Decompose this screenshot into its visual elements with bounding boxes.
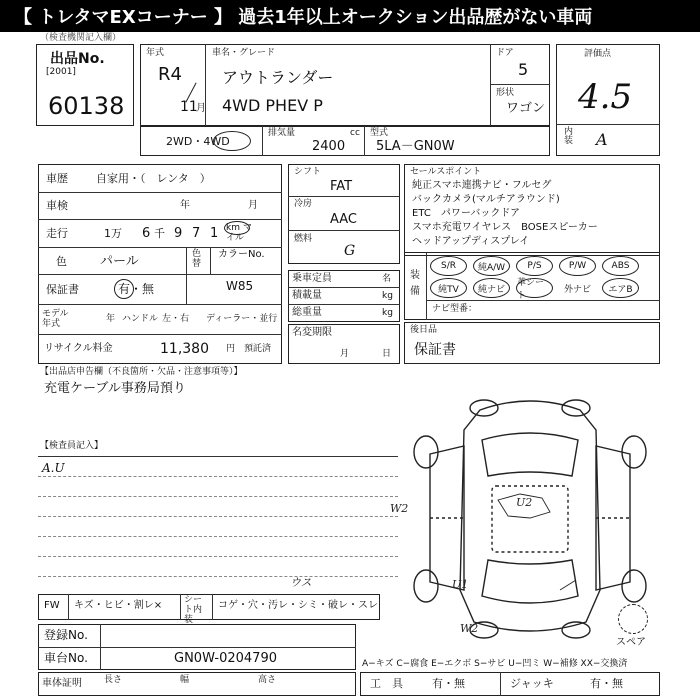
equip-ps: P/S <box>516 256 553 276</box>
mileage-digit-4: 1 <box>210 226 219 241</box>
fuel-label: 燃料 <box>294 234 313 244</box>
year-era: R4 <box>158 64 182 85</box>
equip-abs: ABS <box>602 256 639 276</box>
equip-tv: 純TV <box>430 278 467 298</box>
aircon-label: 冷房 <box>294 199 313 209</box>
history-value: 自家用・（ レンタ ） <box>96 172 211 185</box>
handle-options: 左・右 <box>162 314 190 324</box>
seat-items: コゲ・穴・汚レ・シミ・破レ・スレ <box>218 600 378 611</box>
title-change-label: 名変期限 <box>292 327 332 338</box>
dealer-label: ディーラー・並行 <box>206 314 278 324</box>
model-year-unit: 年 <box>106 314 116 324</box>
drive-options: 2WD・4WD <box>166 135 230 148</box>
year-month-unit: 月 <box>196 103 206 114</box>
cert-box <box>38 672 356 696</box>
model-label: 車名・グレード <box>212 48 276 58</box>
mileage-unit: km マイル <box>226 223 252 243</box>
fuel-value: G <box>344 243 356 259</box>
sales-point-1: 純正スマホ連携ナビ・フルセグ <box>412 180 552 191</box>
mileage-digit-1: 6 <box>142 226 151 241</box>
lot-number: 60138 <box>48 92 125 120</box>
doors-value: 5 <box>518 60 529 79</box>
spare-tire-icon <box>618 604 648 634</box>
year-month: 11 <box>180 99 198 115</box>
seller-notes-label: 【出品店申告欄（不良箇所・欠品・注意事項等）】 <box>40 367 243 377</box>
engine-value: 2400 <box>312 139 346 154</box>
shift-value: FAT <box>330 179 353 194</box>
tools-label: 工 具 <box>370 677 403 690</box>
mileage-man: 1万 <box>104 227 122 240</box>
capacity-label: 乗車定員 <box>292 273 332 284</box>
cert-label: 車体証明 <box>42 678 82 689</box>
mileage-digit-3: 7 <box>192 226 201 241</box>
repaint-label: 色替 <box>192 249 202 269</box>
spare-label: スペア <box>616 637 646 648</box>
equip-navi: 純ナビ <box>473 278 510 298</box>
gross-label: 総重量 <box>292 307 322 318</box>
equip-airbag: エアB <box>602 278 639 298</box>
lot-label: 出品No. <box>50 51 105 67</box>
sheet-top-caption: （検査機関記入欄） <box>40 33 122 43</box>
diagram-mark-note: ウス <box>290 576 312 589</box>
lot-small-code: [2001] <box>46 67 76 77</box>
warranty-selected-circle <box>114 279 134 299</box>
tools-options: 有・無 <box>432 677 465 690</box>
chassis-value: GN0W-0204790 <box>174 651 277 666</box>
interior-value: A <box>596 130 608 149</box>
shift-label: シフト <box>294 167 322 177</box>
fw-items: キズ・ヒビ・割レ× <box>74 600 163 611</box>
title-change-day: 日 <box>382 349 392 359</box>
mileage-thousand: 千 <box>154 227 165 240</box>
recycle-value: 11,380 <box>160 341 209 357</box>
diagram-mark-bottom: W2 <box>460 622 479 635</box>
inspector-label: 【検査員記入】 <box>40 441 104 451</box>
sales-point-4: スマホ充電ワイヤレス BOSEスピーカー <box>412 222 598 233</box>
chassis-label: 車台No. <box>44 651 88 665</box>
color-label: 色 <box>56 255 67 268</box>
sales-point-3: ETC パワーバックドア <box>412 208 521 219</box>
equip-ext-navi: 外ナビ <box>563 284 591 295</box>
registration-label: 登録No. <box>44 628 88 642</box>
warranty-label: 保証書 <box>46 283 79 296</box>
doors-label: ドア <box>496 48 514 58</box>
inspection-label: 車検 <box>46 199 68 212</box>
color-no-label: カラーNo. <box>218 249 265 260</box>
cert-height: 高さ <box>258 675 277 685</box>
jack-label: ジャッキ <box>510 677 554 690</box>
jack-options: 有・無 <box>590 677 623 690</box>
nav-type-label: ナビ型番： <box>432 304 478 314</box>
diagram-mark-center: U2 <box>516 496 533 509</box>
fw-label: FW <box>44 600 60 611</box>
mileage-digit-2: 9 <box>174 226 183 241</box>
after-items-value: 保証書 <box>414 342 456 358</box>
load-label: 積載量 <box>292 290 322 301</box>
handle-label: ハンドル <box>122 314 159 324</box>
recycle-note: 預託済 <box>244 344 272 354</box>
year-label: 年式 <box>146 48 165 58</box>
recycle-unit: 円 <box>226 344 236 354</box>
gross-unit: kg <box>382 308 393 318</box>
sales-point-2: バックカメラ(マルチアラウンド) <box>412 194 560 205</box>
aircon-value: AAC <box>330 212 357 227</box>
sales-points-label: セールスポイント <box>410 167 482 177</box>
color-value: パール <box>100 254 139 269</box>
model-name: アウトランダー <box>222 68 334 87</box>
model-year-label: モデル年式 <box>42 309 69 329</box>
diagram-mark-left: W2 <box>390 502 409 515</box>
inspection-month-unit: 月 <box>248 200 258 211</box>
sales-point-5: ヘッドアップディスプレイ <box>412 236 530 247</box>
header-title: 【 トレタマEXコーナー 】 過去1年以上オークション出品歴がない車両 <box>14 7 593 28</box>
model-grade: 4WD PHEV P <box>222 96 323 115</box>
damage-legend: A−キズ C−腐食 E−エクボ S−サビ U−凹ミ W−補修 XX−交換済 <box>362 659 628 669</box>
type-label: 型式 <box>370 128 389 138</box>
color-no-value: W85 <box>226 279 254 293</box>
type-value: 5LA－GN0W <box>376 139 455 154</box>
grade-value: 4.5 <box>578 77 633 117</box>
inspection-year-unit: 年 <box>180 200 190 211</box>
diagram-mark-front: U1 <box>452 578 469 591</box>
shape-value: ワゴン <box>506 101 546 116</box>
warranty-options: 有・無 <box>118 282 155 296</box>
after-items-label: 後日品 <box>410 325 438 335</box>
engine-unit: cc <box>350 128 360 138</box>
equip-leather: 革シート <box>516 278 553 298</box>
equip-aw: 純A/W <box>473 256 510 276</box>
seller-notes-text: 充電ケーブル事務局預り <box>44 381 186 396</box>
drive-selected-circle <box>213 131 251 151</box>
header-banner <box>0 0 700 32</box>
recycle-label: リサイクル料金 <box>44 343 113 354</box>
title-change-month: 月 <box>340 349 350 359</box>
cert-width: 幅 <box>180 675 190 685</box>
capacity-unit: 名 <box>382 274 392 284</box>
mileage-label: 走行 <box>46 227 68 240</box>
cert-length: 長さ <box>104 675 123 685</box>
engine-label: 排気量 <box>268 128 296 138</box>
equipment-label: 装備 <box>410 270 420 297</box>
inspector-note-1: A.U <box>42 461 65 475</box>
mileage-km-circle <box>224 221 250 235</box>
history-label: 車歴 <box>46 172 68 185</box>
grade-label: 評価点 <box>584 49 612 59</box>
equip-pw: P/W <box>559 256 596 276</box>
load-unit: kg <box>382 291 393 301</box>
seat-label: シート内装 <box>184 595 203 625</box>
shape-label: 形状 <box>496 88 515 98</box>
equip-sr: S/R <box>430 256 467 276</box>
interior-label: 内装 <box>564 127 574 146</box>
